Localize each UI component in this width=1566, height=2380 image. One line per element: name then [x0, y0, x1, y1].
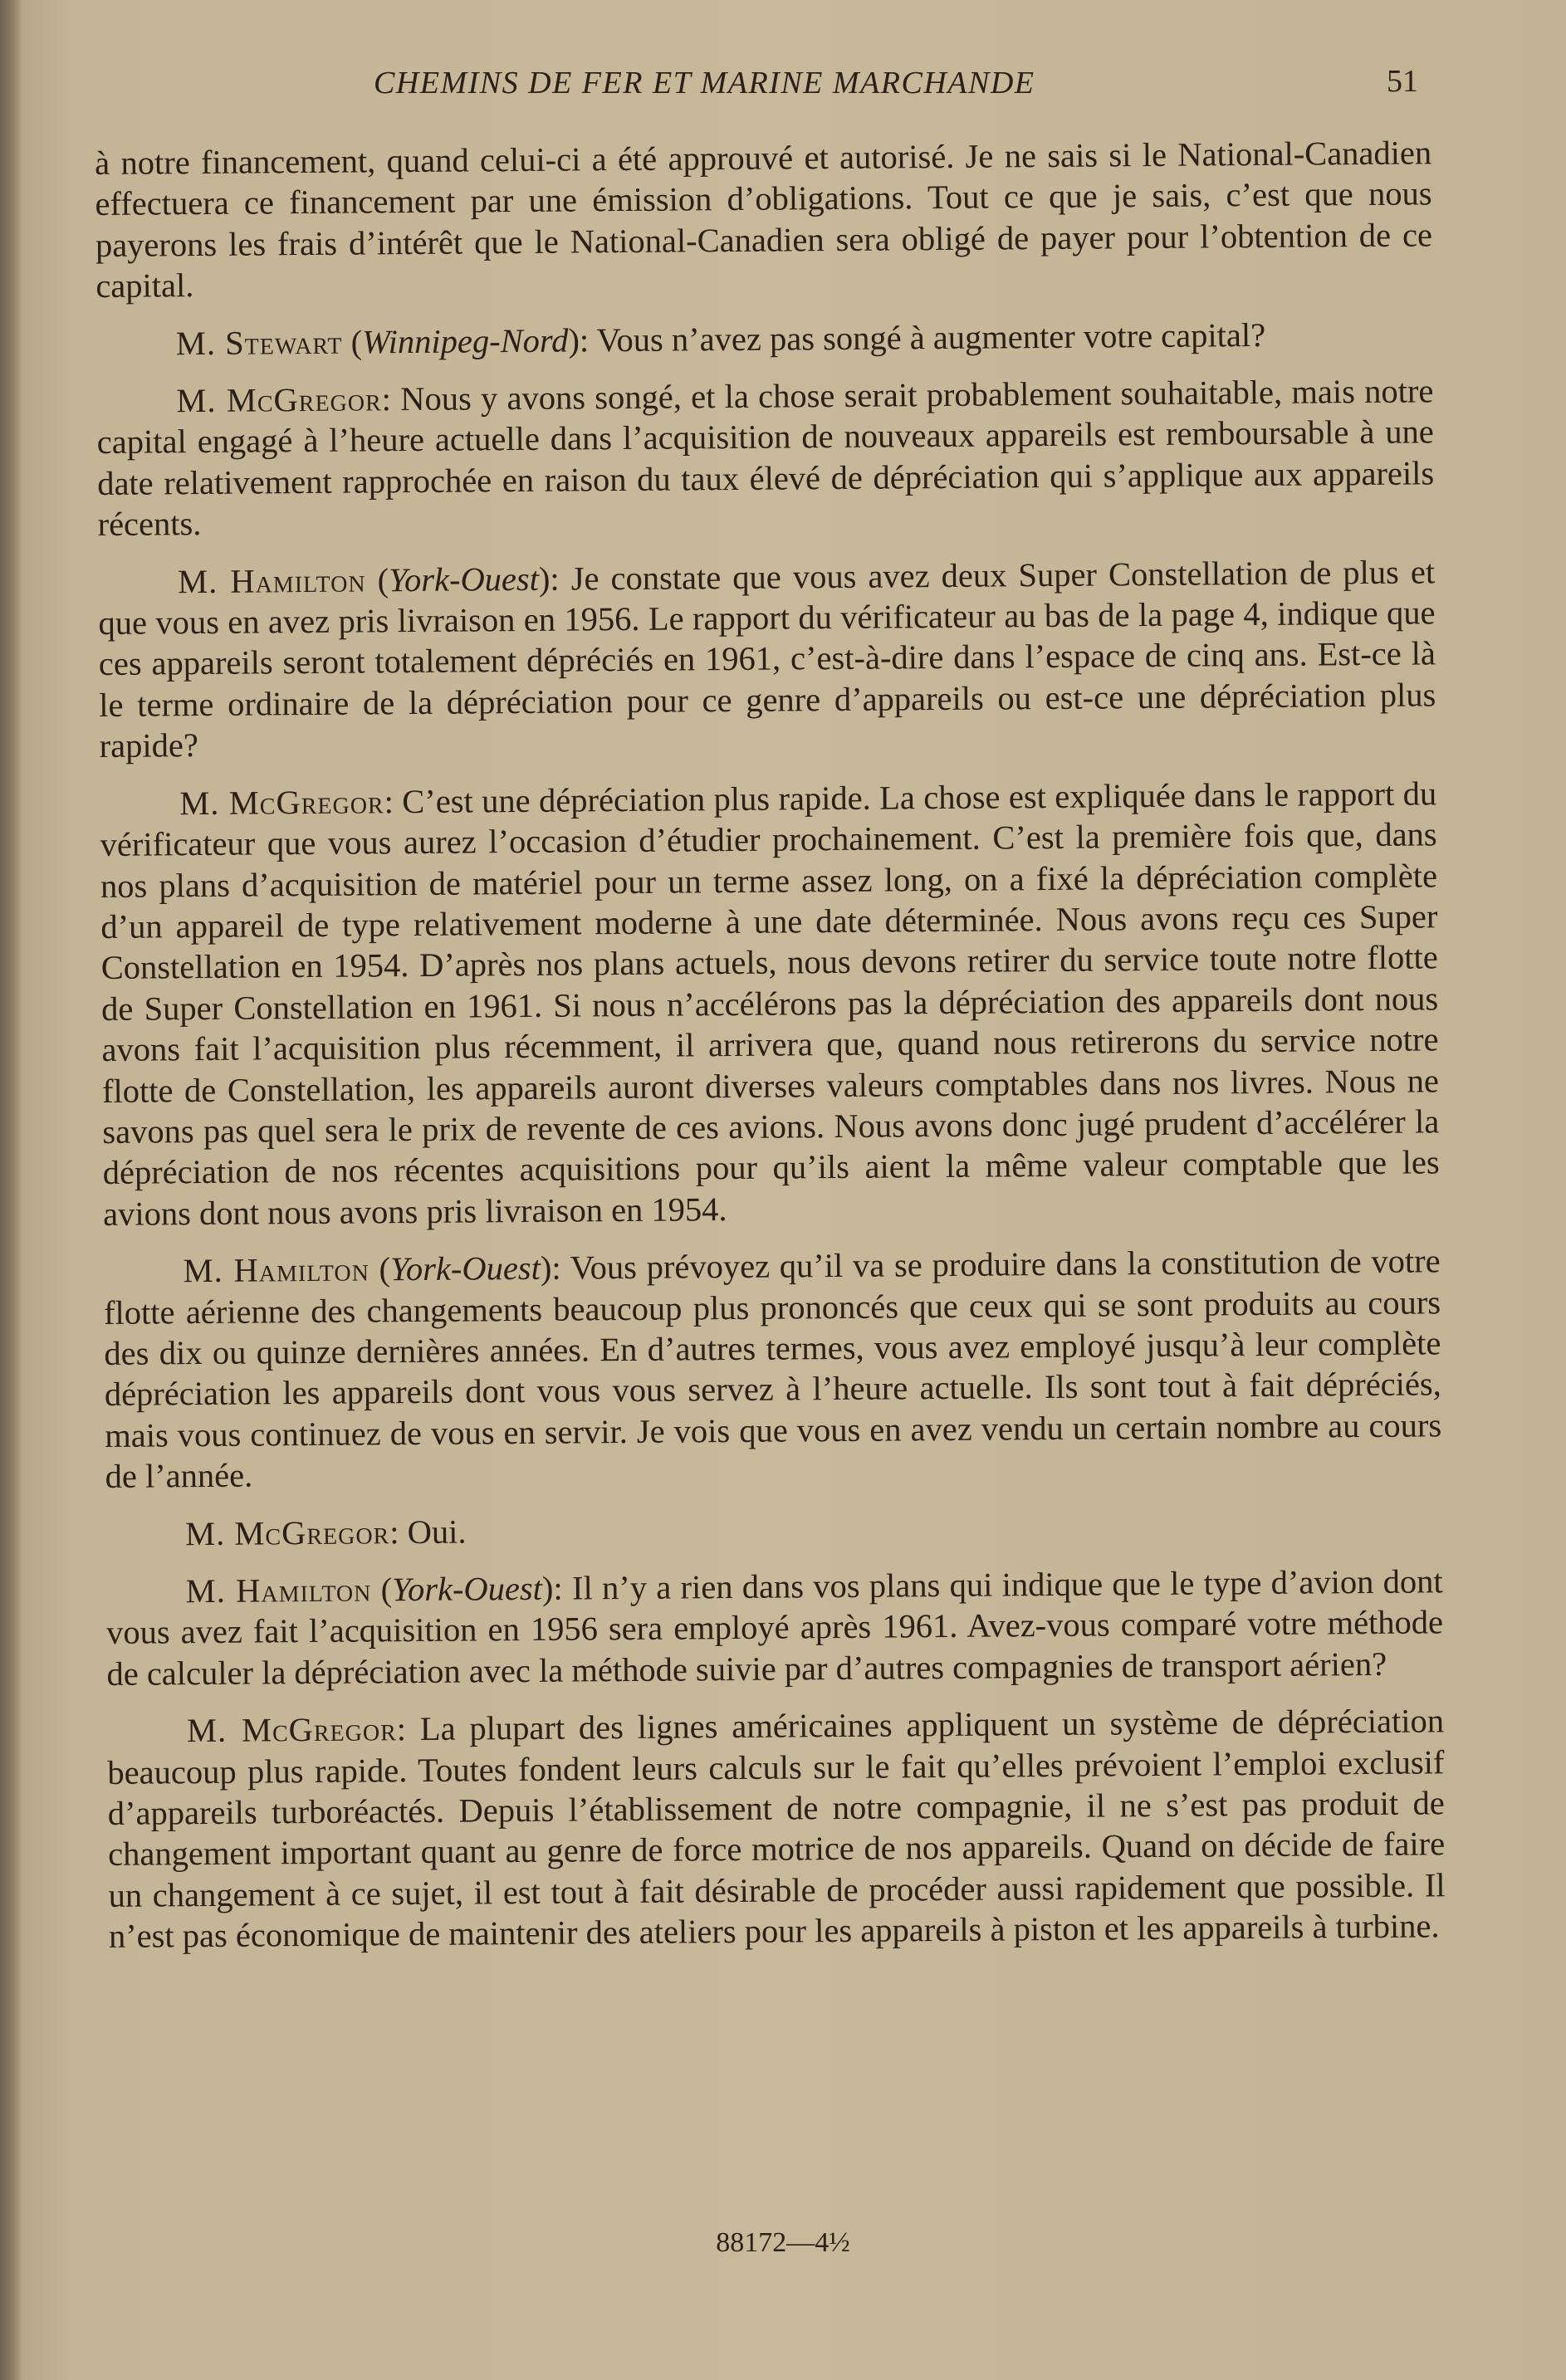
riding-name: York-Ouest — [389, 1249, 541, 1288]
paragraph-text: Oui. — [407, 1513, 467, 1551]
paragraph-text: à notre financement, quand celui-ci a été approuvé et autorisé. Je ne sais si le National-Canadien effectuera ce financement par une émission d’obligations. Tout ce que je sais, c’est que nous payerons les frais d’intérêt que le National-Canadien sera obligé de payer pour l’obtention de ce capital. — [95, 134, 1433, 305]
riding-name: Winnipeg-Nord — [361, 321, 569, 361]
paragraph: M. McGregor: Nous y avons songé, et la chose serait probablement souhaitable, mais notre capital engagé à l’heure actuelle dans l’acquisition de nouveaux appareils est remboursable à une date relativement rapprochée en raison du taux élevé de dépréciation qui s’applique aux appareils récents. — [96, 372, 1435, 544]
paragraph-text: Il n’y a rien dans vos plans qui indique que le type d’avion dont vous avez fait l’acquisition en 1956 sera employé après 1961. Avez-vous comparé votre méthode de calculer la dépréciation avec la méthode suivie par d’autres compagnies de transport aérien? — [105, 1562, 1444, 1693]
speaker-name: M. Hamilton — [185, 1571, 372, 1610]
paragraph-text: Nous y avons songé, et la chose serait probablement souhaitable, mais notre capital engagé à l’heure actuelle dans l’acquisition de nouveaux appareils est remboursable à une date relativement rapprochée en raison du taux élevé de dépréciation qui s’applique aux appareils récents. — [96, 372, 1435, 544]
riding-name: York-Ouest — [391, 1569, 543, 1609]
paragraph: M. Hamilton (York-Ouest): Je constate que vous avez deux Super Constellation de plus et que vous en avez pris livraison en 1956. Le rapport du vérificateur au bas de la page 4, indique que ces appareils seront totalement dépréciés en 1961, c’est-à-dire dans l’espace de cinq ans. Est-ce là le terme ordinaire de la dépréciation pour ce genre d’appareils ou est-ce une dépréciation plus rapide? — [98, 552, 1436, 765]
paragraph-text: Vous n’avez pas songé à augmenter votre capital? — [596, 315, 1266, 359]
body-text — [95, 132, 1446, 1973]
printer-signature-mark: 88172—4½ — [716, 2227, 850, 2258]
book-spine-shadow — [0, 0, 22, 2380]
paragraph: M. Hamilton (York-Ouest): Vous prévoyez qu’il va se produire dans la constitution de votre flotte aérienne des changements beaucoup plus prononcés que ceux qui se sont produits au cours des dix ou quinze dernières années. En d’autres termes, vous avez employé jusqu’à leur complète dépréciation les appareils dont vous vous servez à l’heure actuelle. Ils sont tout à fait dépréciés, mais vous continuez de vous en servir. Je vois que vous en avez vendu un certain nombre au cours de l’année. — [103, 1242, 1442, 1496]
paragraph: M. Stewart (Winnipeg-Nord): Vous n’avez pas songé à augmenter votre capital? — [175, 315, 1266, 362]
running-title: CHEMINS DE FER ET MARINE MARCHANDE — [374, 66, 1035, 100]
riding-name: York-Ouest — [388, 560, 540, 599]
paragraph: M. McGregor: Oui. — [184, 1513, 467, 1552]
speaker-name: M. Stewart — [175, 323, 343, 362]
paragraph-text: La plupart des lignes américaines appliquent un système de dépréciation beaucoup plus rapide. Toutes fondent leurs calculs sur le fait qu’elles prévoient l’emploi exclusif d’appareils turboréactés. Depuis l’établissement de notre compagnie, il ne s’est pas produit de changement important quant au genre de force motrice de nos appareils. Quand on décide de faire un changement à ce sujet, il est tout à fait désirable de procéder aussi rapidement que possible. Il n’est pas économique de maintenir des ateliers pour les appareils à piston et les appareils à turbine. — [107, 1702, 1446, 1956]
page-number: 51 — [1387, 64, 1418, 99]
speaker-name: M. McGregor — [184, 1513, 390, 1552]
speaker-name: M. Hamilton — [177, 561, 366, 600]
speaker-name: M. McGregor — [176, 380, 382, 420]
speaker-name: M. Hamilton — [183, 1250, 370, 1290]
paragraph-text: C’est une dépréciation plus rapide. La chose est expliquée dans le rapport du vérificateur que vous aurez l’occasion d’étudier prochainement. C’est la première fois que, dans nos plans d’acquisition de matériel pour un terme assez long, on a fixé la dépréciation complète d’un appareil de type relativement moderne à une date déterminée. Nous avons reçu ces Super Constellation en 1954. D’après nos plans actuels, nous devons retirer du service toute notre flotte de Super Constellation en 1961. Si nous n’accélérons pas la dépréciation des appareils dont nous avons fait l’acquisition plus récemment, il arrivera que, quand nous retirerons du service notre flotte de Constellation, les appareils auront diverses valeurs comptables dans nos livres. Nous ne savons pas quel sera le prix de revente de ces avions. Nous avons donc jugé prudent d’accélérer la dépréciation de nos récentes acquisitions pour qu’ils aient la même valeur comptable que les avions dont nous avons pris livraison en 1954. — [100, 775, 1440, 1233]
paragraph: M. McGregor: C’est une dépréciation plus rapide. La chose est expliquée dans le rapport du vérificateur que vous aurez l’occasion d’étudier prochainement. C’est la première fois que, dans nos plans d’acquisition de matériel pour un terme assez long, on a fixé la dépréciation complète d’un appareil de type relativement moderne à une date déterminée. Nous avons reçu ces Super Constellation en 1954. D’après nos plans actuels, nous devons retirer du service toute notre flotte de Super Constellation en 1961. Si nous n’accélérons pas la dépréciation des appareils dont nous avons fait l’acquisition plus récemment, il arrivera que, quand nous retirerons du service notre flotte de Constellation, les appareils auront diverses valeurs comptables dans nos livres. Nous ne savons pas quel sera le prix de revente de ces avions. Nous avons donc jugé prudent d’accélérer la dépréciation de nos récentes acquisitions pour qu’ils aient la même valeur comptable que les avions dont nous avons pris livraison en 1954. — [100, 775, 1440, 1233]
speaker-name: M. McGregor — [179, 782, 384, 822]
paragraph-text: Vous prévoyez qu’il va se produire dans la constitution de votre flotte aérienne des changements beaucoup plus prononcés que ceux qui se sont produits au cours des dix ou quinze dernières années. En d’autres termes, vous avez employé jusqu’à leur complète dépréciation les appareils dont vous vous servez à l’heure actuelle. Ils sont tout à fait dépréciés, mais vous continuez de vous en servir. Je vois que vous en avez vendu un certain nombre au cours de l’année. — [103, 1242, 1442, 1496]
paragraph — [95, 132, 1433, 306]
speaker-name: M. McGregor — [186, 1710, 397, 1750]
paragraph: M. McGregor: La plupart des lignes américaines appliquent un système de dépréciation beaucoup plus rapide. Toutes fondent leurs calculs sur le fait qu’elles prévoient l’emploi exclusif d’appareils turboréactés. Depuis l’établissement de notre compagnie, il ne s’est pas produit de changement important quant au genre de force motrice de nos appareils. Quand on décide de faire un changement à ce sujet, il est tout à fait désirable de procéder aussi rapidement que possible. Il n’est pas économique de maintenir des ateliers pour les appareils à piston et les appareils à turbine. — [107, 1702, 1446, 1956]
paragraph: M. Hamilton (York-Ouest): Il n’y a rien dans vos plans qui indique que le type d’avion dont vous avez fait l’acquisition en 1956 sera employé après 1961. Avez-vous comparé votre méthode de calculer la dépréciation avec la méthode suivie par d’autres compagnies de transport aérien? — [105, 1562, 1444, 1693]
paragraph-text: Je constate que vous avez deux Super Constellation de plus et que vous en avez pris livraison en 1956. Le rapport du vérificateur au bas de la page 4, indique que ces appareils seront totalement dépréciés en 1961, c’est-à-dire dans l’espace de cinq ans. Est-ce là le terme ordinaire de la dépréciation pour ce genre d’appareils ou est-ce une dépréciation plus rapide? — [98, 552, 1436, 765]
page-header — [100, 65, 1428, 115]
